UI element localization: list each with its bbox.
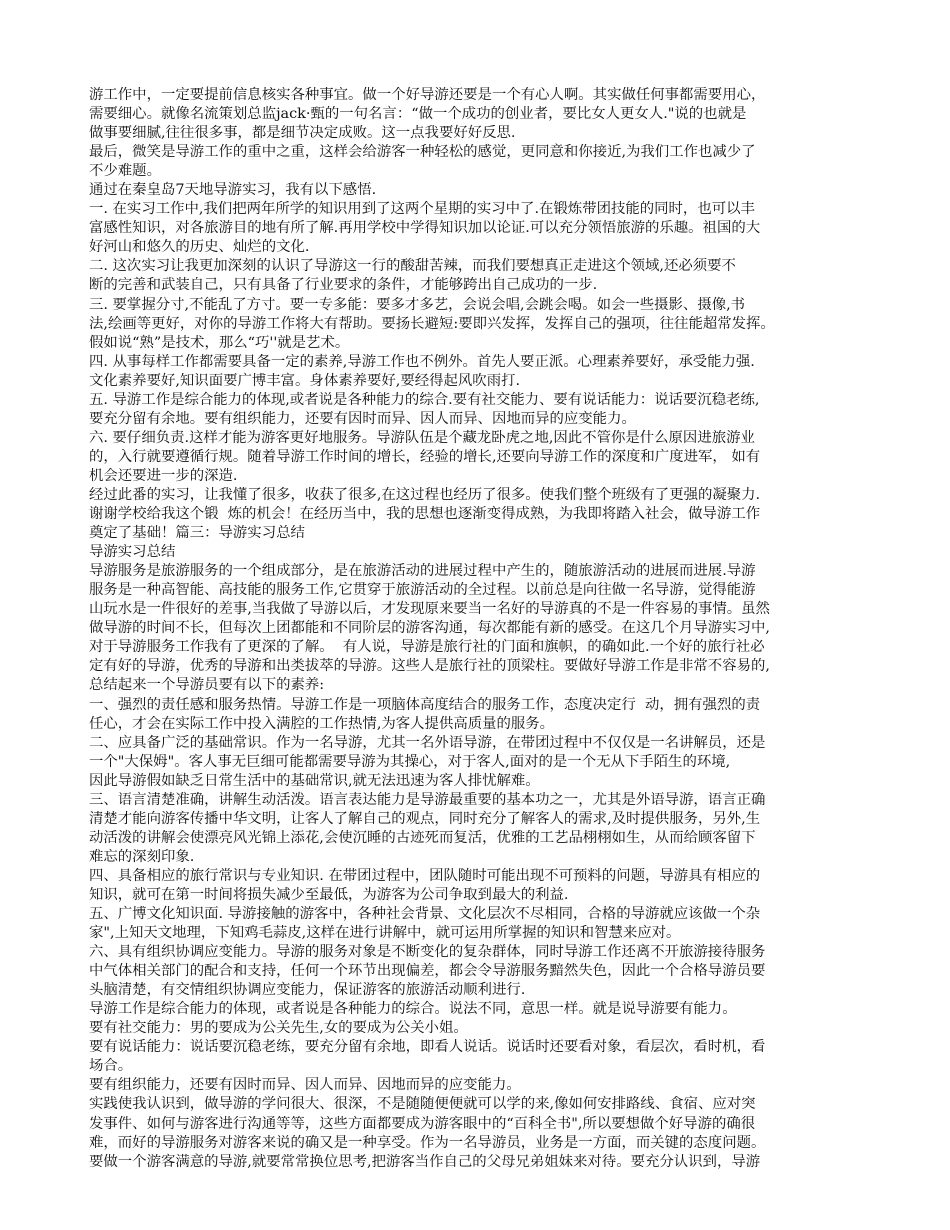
document-body <box>89 86 869 1191</box>
text-line: 知识，就可在第一时间将损失减少至最低，为游客为公司争取到最大的利益. <box>89 886 569 903</box>
text-line: 要有组织能力，还要有因时而异、因人而异、因地而异的应变能力。 <box>89 1077 521 1094</box>
text-line: 六、具有组织协调应变能力。导游的服务对象是不断变化的复杂群体，同时导游工作还离不开旅游接待服务 <box>89 944 766 961</box>
text-line: 任心，才会在实际工作中投入满腔的工作热情,为客人提供高质量的服务。 <box>89 715 555 732</box>
text-line: 要有社交能力：男的要成为公关先生,女的要成为公关小姐。 <box>89 1020 468 1037</box>
text-line: 二、应具备广泛的基础常识。作为一名导游，尤其一名外语导游，在带团过程中不仅仅是一名讲解员，还是 <box>89 734 766 751</box>
text-line: 好河山和悠久的历史、灿烂的文化. <box>89 239 310 256</box>
text-line: 做事要细腻,往往很多事，都是细节决定成败。这一点我要好好反思. <box>89 125 516 142</box>
text-line: 一个"大保姆"。客人事无巨细可能都需要导游为其操心，对于客人,面对的是一个无从下手陌生的环境, <box>89 753 731 770</box>
text-line: 三. 要掌握分寸,不能乱了方寸。要一专多能：要多才多艺，会说会唱,会跳会喝。如会一些摄影、摄像,书 <box>89 296 746 313</box>
text-line: 山玩水是一件很好的差事,当我做了导游以后，才发现原来要当一名好的导游真的不是一件容易的事情。虽然 <box>89 601 770 618</box>
text-line: 因此导游假如缺乏日常生活中的基础常识,就无法迅速为客人排忧解难。 <box>89 772 540 789</box>
text-line: 难，而好的导游服务对游客来说的确又是一种享受。作为一名导游员，业务是一方面，而关键的态度问题。 <box>89 1134 766 1151</box>
text-line: 五. 导游工作是综合能力的体现,或者说是各种能力的综合.要有社交能力、要有说话能力：说话要沉稳老练, <box>89 391 760 408</box>
text-line: 家",上知天文地理，下知鸡毛蒜皮,这样在进行讲解中，就可运用所掌握的知识和智慧来应对。 <box>89 925 681 942</box>
text-line: 最后，微笑是导游工作的重中之重，这样会给游客一种轻松的感觉，更同意和你接近,为我们工作也减少了 <box>89 144 756 161</box>
text-line: 二. 这次实习让我更加深刻的认识了导游这一行的酸甜苦辣，而我们要想真正走进这个领域,还必须要不 <box>89 258 736 275</box>
text-line: 断的完善和武装自己，只有具备了行业要求的条件，才能够跨出自己成功的一步. <box>89 277 598 294</box>
text-line: 四、具备相应的旅行常识与专业知识. 在带团过程中，团队随时可能出现不可预料的问题，导游具有相应的 <box>89 867 761 884</box>
text-line: 要充分留有余地。要有组织能力，还要有因时而异、因人而异、因地而异的应变能力。 <box>89 410 636 427</box>
text-line: 头脑清楚，有交情组织协调应变能力，保证游客的旅游活动顺利进行. <box>89 982 526 999</box>
text-line: 机会还要进一步的深造. <box>89 467 238 484</box>
text-line: 清楚才能向游客传播中华文明，让客人了解自己的观点，同时充分了解客人的需求,及时提供服务，另外,生 <box>89 810 761 827</box>
text-line: 导游工作是综合能力的体现，或者说是各种能力的综合。说法不同，意思一样。就是说导游要有能力。 <box>89 1001 737 1018</box>
text-line: 中气体相关部门的配合和支持，任何一个环节出现偏差，都会令导游服务黯然失色，因此一个合格导游员要 <box>89 963 766 980</box>
text-line: 发事件、如何与游客进行沟通等等，这些方面都要成为游客眼中的“百科全书",所以要想做个好导游的确很 <box>89 1115 756 1132</box>
text-line: 谢谢学校给我这个锻 炼的机会！在经历当中，我的思想也逐渐变得成熟，为我即将踏入社会，做导游工作 <box>89 506 761 523</box>
text-line: 要有说话能力：说话要沉稳老练，要充分留有余地，即看人说话。说话时还要看对象，看层次，看时机，看 <box>89 1039 766 1056</box>
text-line: 导游服务是旅游服务的一个组成部分，是在旅游活动的进展过程中产生的，随旅游活动的进展而进展.导游 <box>89 563 756 580</box>
text-line: 不少难题。 <box>89 163 161 180</box>
section-title: 导游实习总结 <box>89 544 176 561</box>
text-line: 场合。 <box>89 1058 133 1075</box>
text-line: 服务是一种高智能、高技能的服务工作,它贯穿于旅游活动的全过程。以前总是向往做一名导游，觉得能游 <box>89 582 756 599</box>
text-line: 需要细心。就像名流策划总监jack·甄的一句名言：“做一个成功的创业者，要比女人更女人."说的也就是 <box>89 106 747 123</box>
text-line <box>89 1172 869 1191</box>
text-line: 总结起来一个导游员要有以下的素养: <box>89 677 325 694</box>
text-line: 一、强烈的责任感和服务热情。导游工作是一项脑体高度结合的服务工作，态度决定行 动，拥有强烈的责 <box>89 696 761 713</box>
text-line: 的，入行就要遵循行规。随着导游工作时间的增长，经验的增长,还要向导游工作的深度和广度进军， 如有 <box>89 448 761 465</box>
text-line: 经过此番的实习，让我懂了很多，收获了很多,在这过程也经历了很多。使我们整个班级有了更强的凝聚力. <box>89 486 761 503</box>
text-line: 要做一个游客满意的导游,就要常常换位思考,把游客当作自己的父母兄弟姐妹来对待。要充分认识到，导游 <box>89 1153 761 1170</box>
text-line: 六. 要仔细负责.这样才能为游客更好地服务。导游队伍是个藏龙卧虎之地,因此不管你是什么原因进旅游业 <box>89 429 755 446</box>
text-line: 富感性知识，对各旅游目的地有所了解.再用学校中学得知识加以论证.可以充分领悟旅游的乐趣。祖国的大 <box>89 220 761 237</box>
text-line: 四. 从事每样工作都需要具备一定的素养,导游工作也不例外。首先人要正派。心理素养要好，承受能力强. <box>89 353 755 370</box>
text-line: 一. 在实习工作中,我们把两年所学的知识用到了这两个星期的实习中了.在锻炼带团技能的同时，也可以丰 <box>89 201 755 218</box>
text-line: 做导游的时间不长，但每次上团都能和不同阶层的游客沟通，每次都能有新的感受。在这几个月导游实习中, <box>89 620 770 637</box>
text-line: 奠定了基础！篇三：导游实习总结 <box>89 525 305 542</box>
text-line: 定有好的导游，优秀的导游和出类拔萃的导游。这些人是旅行社的顶梁柱。要做好导游工作是非常不容易的, <box>89 658 770 675</box>
text-line: 通过在秦皇岛7天地导游实习，我有以下感悟. <box>89 182 377 199</box>
text-line: 三、语言清楚准确，讲解生动活泼。语言表达能力是导游最重要的基本功之一，尤其是外语导游，语言正确 <box>89 791 766 808</box>
text-line: 对于导游服务工作我有了更深的了解。 有人说，导游是旅行社的门面和旗帜，的确如此.一个好的旅行社必 <box>89 639 765 656</box>
text-line: 文化素养要好,知识面要广博丰富。身体素养要好,要经得起风吹雨打. <box>89 372 521 389</box>
text-line: 实践使我认识到，做导游的学问很大、很深，不是随随便便就可以学的来,像如何安排路线、食宿、应对突 <box>89 1096 756 1113</box>
text-line: 难忘的深刻印象. <box>89 848 195 865</box>
text-line: 动活泼的讲解会使漂亮风光锦上添花,会使沉睡的古迹死而复活，优雅的工艺品栩栩如生，从而给顾客留下 <box>89 829 756 846</box>
text-line: 法,绘画等更好，对你的导游工作将大有帮助。要扬长避短:要即兴发挥，发挥自己的强项，往往能超常发挥。 <box>89 315 775 332</box>
text-line: 游工作中，一定要提前信息核实各种事宜。做一个好导游还要是一个有心人啊。其实做任何事都需要用心， <box>89 87 766 103</box>
text-line: 五、广博文化知识面. 导游接触的游客中，各种社会背景、文化层次不尽相同，合格的导游就应该做一个杂 <box>89 906 761 923</box>
text-line: 假如说“熟”是技术，那么“巧''就是艺术。 <box>89 334 350 351</box>
